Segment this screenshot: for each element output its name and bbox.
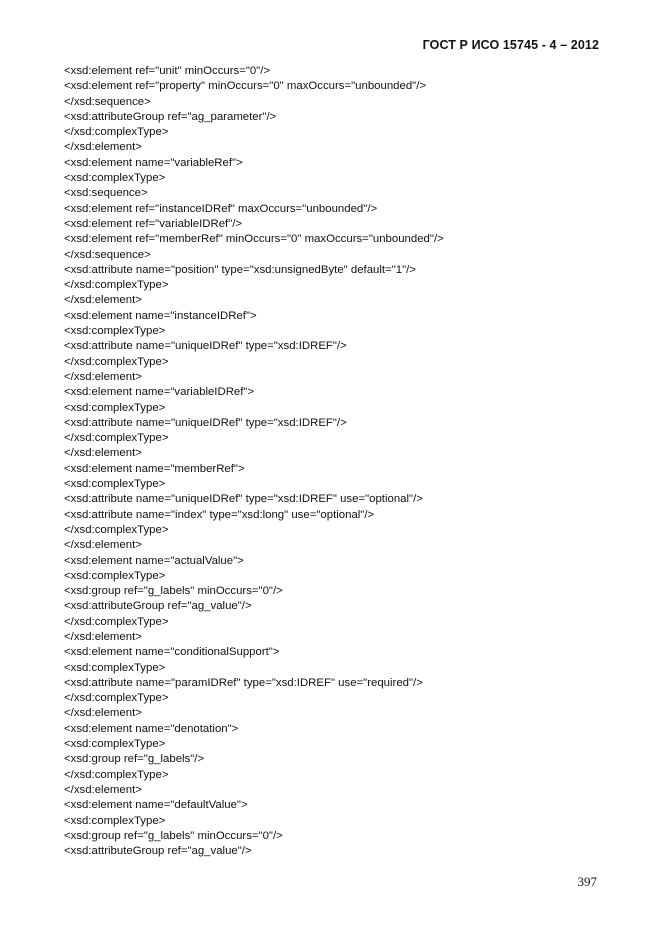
code-line: <xsd:attribute name="index" type="xsd:long" use="optional"/> [64,508,375,521]
code-line: </xsd:complexType> [64,768,169,781]
page-header: ГОСТ Р ИСО 15745 - 4 – 2012 [422,38,599,52]
code-line: </xsd:element> [64,370,142,383]
code-line: <xsd:attribute name="uniqueIDRef" type="xsd:IDREF"/> [64,416,347,429]
code-line: <xsd:complexType> [64,172,166,185]
code-line: <xsd:element ref="unit" minOccurs="0"/> [64,65,271,77]
code-line: </xsd:element> [64,539,142,552]
code-line: <xsd:complexType> [64,401,166,414]
code-line: </xsd:complexType> [64,355,169,368]
code-line: </xsd:element> [64,783,142,796]
code-line: </xsd:complexType> [64,692,169,705]
code-line: <xsd:group ref="g_labels" minOccurs="0"/> [64,585,283,598]
code-line: </xsd:element> [64,294,142,307]
code-line: <xsd:attribute name="paramIDRef" type="xsd:IDREF" use="required"/> [64,676,423,689]
code-line: <xsd:complexType> [64,478,166,491]
code-line: <xsd:element name="variableRef"> [64,156,243,169]
code-line: <xsd:sequence> [64,187,148,200]
code-line: </xsd:element> [64,630,142,643]
code-line: <xsd:element name="memberRef"> [64,462,245,475]
code-line: <xsd:attribute name="position" type="xsd:unsignedByte" default="1"/> [64,263,416,276]
code-line: <xsd:complexType> [64,814,166,827]
code-line: </xsd:complexType> [64,279,169,292]
code-line: </xsd:sequence> [64,248,151,261]
code-line: <xsd:element ref="variableIDRef"/> [64,217,243,230]
code-line: <xsd:element name="actualValue"> [64,554,244,567]
code-line: <xsd:element ref="property" minOccurs="0" maxOccurs="unbounded"/> [64,80,427,93]
code-listing [64,64,604,859]
code-line: </xsd:complexType> [64,126,169,139]
code-line: <xsd:element ref="memberRef" minOccurs="0" maxOccurs="unbounded"/> [64,233,444,246]
code-line: </xsd:complexType> [64,432,169,445]
code-line: </xsd:element> [64,141,142,154]
code-line: <xsd:element name="instanceIDRef"> [64,309,257,322]
code-line: <xsd:group ref="g_labels" minOccurs="0"/> [64,829,283,842]
code-line: </xsd:element> [64,707,142,720]
code-line: <xsd:attributeGroup ref="ag_parameter"/> [64,110,277,123]
code-line: <xsd:complexType> [64,325,166,338]
code-line: <xsd:group ref="g_labels"/> [64,753,205,766]
code-line: <xsd:element name="conditionalSupport"> [64,646,280,659]
code-line: <xsd:element name="variableIDRef"> [64,386,255,399]
code-line: </xsd:element> [64,447,142,460]
code-line: <xsd:element ref="instanceIDRef" maxOccurs="unbounded"/> [64,202,378,215]
code-line: <xsd:complexType> [64,661,166,674]
code-line: <xsd:attribute name="uniqueIDRef" type="xsd:IDREF"/> [64,340,347,353]
page-number: 397 [577,874,597,889]
code-line: </xsd:complexType> [64,615,169,628]
code-line: </xsd:sequence> [64,95,151,108]
code-line: </xsd:complexType> [64,523,169,536]
code-line: <xsd:element name="denotation"> [64,722,239,735]
code-line: <xsd:element name="defaultValue"> [64,799,248,812]
code-line: <xsd:attribute name="uniqueIDRef" type="xsd:IDREF" use="optional"/> [64,493,423,506]
code-line: <xsd:attributeGroup ref="ag_value"/> [64,600,252,613]
code-line: <xsd:complexType> [64,569,166,582]
code-line: <xsd:complexType> [64,738,166,751]
code-line: <xsd:attributeGroup ref="ag_value"/> [64,845,252,858]
